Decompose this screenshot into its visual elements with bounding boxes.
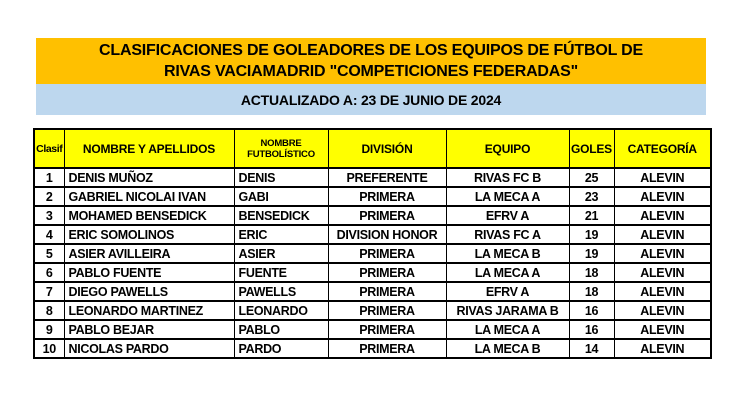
cell-futbolistico: BENSEDICK (234, 206, 328, 225)
cell-goles: 14 (569, 339, 614, 358)
cell-nombre: NICOLAS PARDO (64, 339, 234, 358)
cell-division: PRIMERA (328, 244, 446, 263)
updated-banner (36, 84, 706, 115)
cell-goles: 19 (569, 225, 614, 244)
table-row (34, 263, 711, 282)
cell-clasif: 3 (34, 206, 64, 225)
cell-equipo: EFRV A (446, 206, 569, 225)
cell-categoria: ALEVIN (614, 320, 711, 339)
table-header-row (34, 129, 711, 168)
cell-futbolistico: PARDO (234, 339, 328, 358)
cell-nombre: PABLO FUENTE (64, 263, 234, 282)
cell-categoria: ALEVIN (614, 206, 711, 225)
cell-categoria: ALEVIN (614, 301, 711, 320)
cell-equipo: RIVAS JARAMA B (446, 301, 569, 320)
cell-nombre: MOHAMED BENSEDICK (64, 206, 234, 225)
cell-nombre: LEONARDO MARTINEZ (64, 301, 234, 320)
cell-futbolistico: GABI (234, 187, 328, 206)
header-cell-nombre-futbolistico: NOMBRE FUTBOLÍSTICO (234, 129, 328, 168)
table-row (34, 301, 711, 320)
cell-nombre: ERIC SOMOLINOS (64, 225, 234, 244)
title-banner (36, 38, 706, 84)
cell-categoria: ALEVIN (614, 263, 711, 282)
table-row (34, 244, 711, 263)
cell-equipo: EFRV A (446, 282, 569, 301)
header-cell-clasif: Clasif (34, 129, 64, 168)
cell-clasif: 8 (34, 301, 64, 320)
cell-division: PRIMERA (328, 282, 446, 301)
scorers-table (33, 128, 712, 359)
header-cell-equipo: EQUIPO (446, 129, 569, 168)
cell-goles: 18 (569, 282, 614, 301)
cell-goles: 18 (569, 263, 614, 282)
cell-clasif: 4 (34, 225, 64, 244)
cell-clasif: 5 (34, 244, 64, 263)
cell-goles: 23 (569, 187, 614, 206)
cell-futbolistico: ERIC (234, 225, 328, 244)
cell-futbolistico: DENIS (234, 168, 328, 187)
cell-clasif: 2 (34, 187, 64, 206)
cell-equipo: LA MECA A (446, 187, 569, 206)
cell-categoria: ALEVIN (614, 282, 711, 301)
cell-categoria: ALEVIN (614, 168, 711, 187)
cell-goles: 16 (569, 301, 614, 320)
cell-clasif: 7 (34, 282, 64, 301)
page-title-line2: RIVAS VACIAMADRID "COMPETICIONES FEDERADAS" (163, 63, 578, 80)
table-row (34, 339, 711, 358)
cell-categoria: ALEVIN (614, 244, 711, 263)
cell-futbolistico: ASIER (234, 244, 328, 263)
cell-categoria: ALEVIN (614, 187, 711, 206)
table-row (34, 225, 711, 244)
cell-division: PRIMERA (328, 339, 446, 358)
cell-clasif: 9 (34, 320, 64, 339)
cell-nombre: GABRIEL NICOLAI IVAN (64, 187, 234, 206)
cell-equipo: RIVAS FC B (446, 168, 569, 187)
table-row (34, 320, 711, 339)
header-cell-categoria: CATEGORÍA (614, 129, 711, 168)
cell-clasif: 1 (34, 168, 64, 187)
header-cell-goles: GOLES (569, 129, 614, 168)
cell-goles: 19 (569, 244, 614, 263)
cell-division: PRIMERA (328, 320, 446, 339)
table-row (34, 206, 711, 225)
cell-equipo: LA MECA A (446, 263, 569, 282)
cell-equipo: LA MECA A (446, 320, 569, 339)
cell-nombre: DENIS MUÑOZ (64, 168, 234, 187)
cell-categoria: ALEVIN (614, 225, 711, 244)
table-body (34, 168, 711, 358)
cell-equipo: RIVAS FC A (446, 225, 569, 244)
cell-nombre: ASIER AVILLEIRA (64, 244, 234, 263)
cell-equipo: LA MECA B (446, 339, 569, 358)
header-cell-nombre-apellidos: NOMBRE Y APELLIDOS (64, 129, 234, 168)
cell-goles: 25 (569, 168, 614, 187)
page-title-line1: CLASIFICACIONES DE GOLEADORES DE LOS EQUIPOS DE FÚTBOL DE (99, 42, 643, 59)
cell-division: DIVISION HONOR (328, 225, 446, 244)
cell-clasif: 6 (34, 263, 64, 282)
cell-division: PRIMERA (328, 301, 446, 320)
cell-futbolistico: LEONARDO (234, 301, 328, 320)
cell-division: PRIMERA (328, 187, 446, 206)
cell-division: PRIMERA (328, 206, 446, 225)
table-row (34, 187, 711, 206)
scorers-table-container (33, 128, 712, 359)
header-cell-division: DIVISIÓN (328, 129, 446, 168)
cell-clasif: 10 (34, 339, 64, 358)
cell-nombre: PABLO BEJAR (64, 320, 234, 339)
cell-goles: 21 (569, 206, 614, 225)
cell-nombre: DIEGO PAWELLS (64, 282, 234, 301)
cell-futbolistico: PABLO (234, 320, 328, 339)
cell-division: PRIMERA (328, 263, 446, 282)
cell-division: PREFERENTE (328, 168, 446, 187)
cell-categoria: ALEVIN (614, 339, 711, 358)
cell-equipo: LA MECA B (446, 244, 569, 263)
cell-futbolistico: FUENTE (234, 263, 328, 282)
cell-futbolistico: PAWELLS (234, 282, 328, 301)
table-row (34, 168, 711, 187)
table-row (34, 282, 711, 301)
cell-goles: 16 (569, 320, 614, 339)
updated-text: ACTUALIZADO A: 23 DE JUNIO DE 2024 (240, 91, 502, 108)
